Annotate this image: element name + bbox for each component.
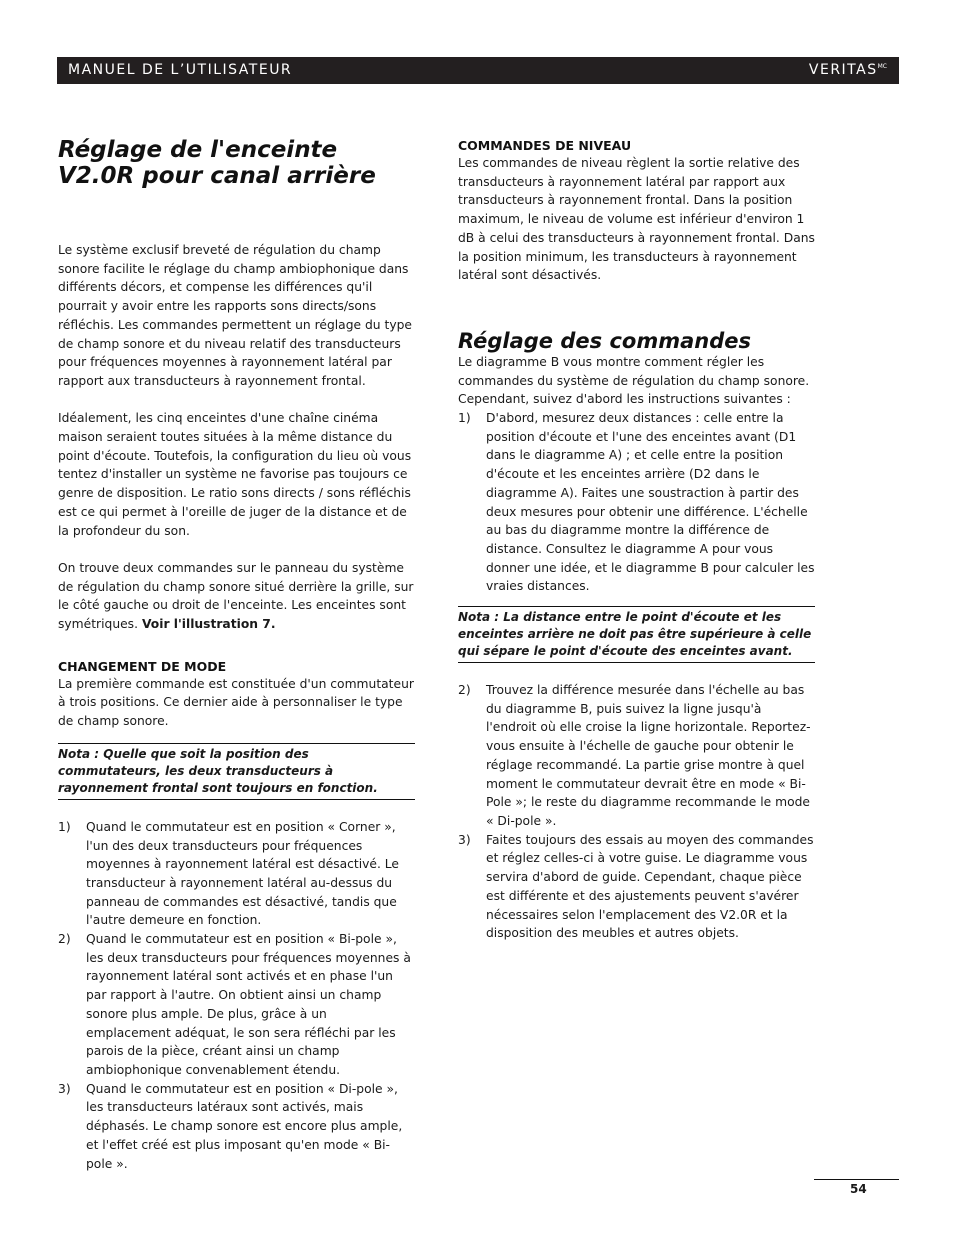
mode-heading: CHANGEMENT DE MODE: [58, 658, 227, 674]
right-column: [458, 137, 815, 943]
placement-paragraph: Idéalement, les cinq enceintes d'une chaîne cinéma maison seraient toutes situées à la même distance du point d'écoute. Toutefois, la configuration du lieu où vous tentez d'installer un système ne favorise pas toujours ce genre de disposition. Le ratio sons directs / sons réfléchis est ce qui permet à l'oreille de juger de la distance et de la profondeur du son.: [58, 411, 412, 538]
note-bottom-rule: [458, 662, 815, 663]
list-item: 1) D'abord, mesurez deux distances : celle entre la position d'écoute et l'une des enceintes avant (D1 dans le diagramme A) ; et celle entre la position d'écoute et les enceintes arrière (D2 dans le diagramme A). Faites une soustraction à partir des deux mesures pour obtenir une différence. L'échelle au bas du diagramme montre la différence de distance. Consultez le diagramme A pour vous donner une idée, et le diagramme B pour calculer les vraies distances.: [458, 411, 815, 594]
intro-paragraph: Le système exclusif breveté de régulation du champ sonore facilite le réglage du champ ambiophonique dans différents décors, et compense les différences qu'il pourrait y avoir entre les rapports sons directs/sons réfléchis. Les commandes permettent un réglage du type de champ sonore et du niveau relatif des transducteurs pour fréquences moyennes à rayonnement latéral par rapport aux transducteurs à rayonnement frontal.: [58, 243, 412, 388]
level-heading: COMMANDES DE NIVEAU: [458, 138, 632, 153]
settings-intro: Le diagramme B vous montre comment régler les commandes du système de régulation du champ sonore. Cependant, suivez d'abord les instructions suivantes :: [458, 354, 810, 407]
settings-steps-list-1: [458, 409, 815, 596]
distance-note: Nota : La distance entre le point d'écoute et les enceintes arrière ne doit pas être supérieure à celle qui sépare le point d'écoute des enceintes avant.: [458, 610, 812, 659]
note-bottom-rule: [58, 799, 415, 800]
page-number: 54: [850, 1182, 867, 1196]
list-item: 2) Trouvez la différence mesurée dans l'échelle au bas du diagramme B, puis suivez la ligne jusqu'à l'endroit où elle croise la ligne horizontale. Reportez-vous ensuite à l'échelle de gauche pour obtenir le réglage recommandé. La partie grise montre à quel moment le commutateur devrait être en mode « Bi-Pole »; le reste du diagramme recommande le mode « Di-pole ».: [458, 683, 811, 828]
controls-paragraph: On trouve deux commandes sur le panneau du système de régulation du champ sonore situé derrière la grille, sur le côté gauche ou droit de l'enceinte. Les enceintes sont symétriques. Voir l'illustration 7.: [58, 560, 414, 632]
running-header: [57, 57, 899, 84]
level-paragraph: Les commandes de niveau règlent la sortie relative des transducteurs à rayonnement latéral par rapport aux transducteurs à rayonnement frontal. Dans la position maximum, le niveau de volume est inférieur d'environ 1 dB à celui des transducteurs à rayonnement frontal. Dans la position minimum, les transducteurs à rayonnement latéral sont désactivés.: [458, 156, 815, 283]
list-item: 3) Faites toujours des essais au moyen des commandes et réglez celles-ci à votre guise. Le diagramme vous servira d'abord de guide. Cependant, chaque pièce est différente et des ajustements peuvent s'avérer nécessaires selon l'emplacement des V2.0R et la disposition des meubles et autres objets.: [458, 832, 814, 941]
mode-steps-list: [58, 818, 415, 1173]
mode-paragraph: La première commande est constituée d'un commutateur à trois positions. Ce dernier aide à personnaliser le type de champ sonore.: [58, 676, 414, 729]
section-title: Réglage de l'enceinte V2.0R pour canal arrière: [58, 137, 376, 189]
list-item: 1) Quand le commutateur est en position « Corner », l'un des deux transducteurs pour fréquences moyennes à rayonnement latéral est désactivé. Le transducteur à rayonnement latéral au-dessus du panneau de commandes est désactivé, tandis que l'autre demeure en fonction.: [58, 819, 400, 928]
left-column: [58, 137, 415, 1173]
trademark-mark: MC: [877, 63, 887, 70]
settings-steps-list-2: [458, 681, 815, 943]
brand-name: $VERITAS^{MC}$: [808, 62, 887, 78]
illustration-reference: Voir l'illustration 7.: [141, 617, 276, 632]
settings-title: Réglage des commandes: [458, 328, 751, 353]
footer-rule: [814, 1179, 899, 1180]
mode-note: Nota : Quelle que soit la position des commutateurs, les deux transducteurs à rayonnement frontal sont toujours en fonction.: [58, 746, 378, 795]
manual-title: MANUEL DE L’UTILISATEUR: [68, 62, 293, 78]
list-item: 2) Quand le commutateur est en position « Bi-pole », les deux transducteurs pour fréquences moyennes à rayonnement latéral sont activés et en phase l'un par rapport à l'autre. On obtient ainsi un champ sonore plus ample. De plus, grâce à un emplacement adéquat, le son sera réfléchi par les parois de la pièce, créant ainsi un champ ambiophonique convenablement étendu.: [58, 932, 411, 1077]
list-item: 3) Quand le commutateur est en position « Di-pole », les transducteurs latéraux sont activés, mais déphasés. Le champ sonore est encore plus ample, et l'effet créé est plus imposant qu'en mode « Bi-pole ».: [58, 1081, 403, 1171]
